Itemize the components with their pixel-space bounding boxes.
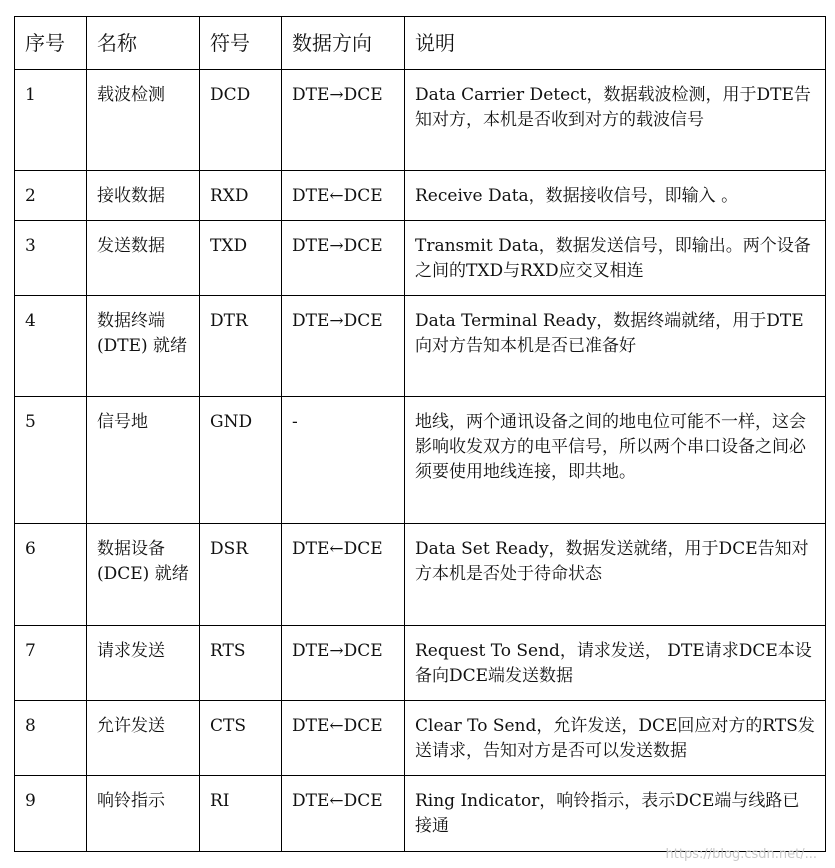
table-row	[15, 70, 826, 171]
cell-direction: DTE←DCE	[282, 701, 405, 776]
table-row	[15, 221, 826, 296]
cell-no: 7	[15, 626, 87, 701]
cell-description: Data Carrier Detect，数据载波检测，用于DTE告知对方，本机是否收到对方的载波信号	[405, 70, 826, 171]
cell-no: 2	[15, 171, 87, 221]
cell-symbol: CTS	[200, 701, 282, 776]
watermark: https://blog.csdn.net/...	[665, 847, 817, 862]
table-row	[15, 171, 826, 221]
cell-name: 发送数据	[87, 221, 200, 296]
cell-description: 地线，两个通讯设备之间的地电位可能不一样，这会影响收发双方的电平信号，所以两个串口设备之间必须要使用地线连接，即共地。	[405, 397, 826, 524]
cell-symbol: TXD	[200, 221, 282, 296]
cell-description: Transmit Data，数据发送信号，即输出。两个设备之间的TXD与RXD应交叉相连	[405, 221, 826, 296]
cell-description: Data Terminal Ready，数据终端就绪，用于DTE向对方告知本机是否已准备好	[405, 296, 826, 397]
cell-name: 请求发送	[87, 626, 200, 701]
table-row	[15, 626, 826, 701]
cell-description: Clear To Send，允许发送，DCE回应对方的RTS发送请求，告知对方是否可以发送数据	[405, 701, 826, 776]
cell-name: 载波检测	[87, 70, 200, 171]
header-description: 说明	[405, 17, 826, 70]
cell-description: Data Set Ready，数据发送就绪，用于DCE告知对方本机是否处于待命状态	[405, 524, 826, 626]
cell-name: 接收数据	[87, 171, 200, 221]
cell-name: 信号地	[87, 397, 200, 524]
signal-table	[14, 16, 826, 852]
cell-name: 响铃指示	[87, 776, 200, 852]
cell-name: 数据设备(DCE) 就绪	[87, 524, 200, 626]
cell-direction: DTE←DCE	[282, 776, 405, 852]
cell-no: 5	[15, 397, 87, 524]
cell-direction: DTE←DCE	[282, 524, 405, 626]
header-name: 名称	[87, 17, 200, 70]
cell-description: Receive Data，数据接收信号，即输入 。	[405, 171, 826, 221]
cell-symbol: DSR	[200, 524, 282, 626]
cell-symbol: DCD	[200, 70, 282, 171]
cell-no: 9	[15, 776, 87, 852]
cell-no: 6	[15, 524, 87, 626]
header-symbol: 符号	[200, 17, 282, 70]
cell-direction: DTE→DCE	[282, 70, 405, 171]
cell-no: 3	[15, 221, 87, 296]
table-row	[15, 701, 826, 776]
cell-no: 8	[15, 701, 87, 776]
header-direction: 数据方向	[282, 17, 405, 70]
cell-no: 1	[15, 70, 87, 171]
table-row	[15, 776, 826, 852]
cell-direction: -	[282, 397, 405, 524]
cell-symbol: DTR	[200, 296, 282, 397]
cell-direction: DTE←DCE	[282, 171, 405, 221]
header-no: 序号	[15, 17, 87, 70]
cell-symbol: RXD	[200, 171, 282, 221]
cell-direction: DTE→DCE	[282, 626, 405, 701]
cell-symbol: RTS	[200, 626, 282, 701]
table-row	[15, 524, 826, 626]
cell-description: Ring Indicator，响铃指示，表示DCE端与线路已接通	[405, 776, 826, 852]
cell-name: 数据终端(DTE) 就绪	[87, 296, 200, 397]
table-header-row	[15, 17, 826, 70]
table-row	[15, 296, 826, 397]
table-row	[15, 397, 826, 524]
cell-symbol: GND	[200, 397, 282, 524]
cell-direction: DTE→DCE	[282, 221, 405, 296]
cell-no: 4	[15, 296, 87, 397]
cell-name: 允许发送	[87, 701, 200, 776]
cell-symbol: RI	[200, 776, 282, 852]
cell-description: Request To Send，请求发送， DTE请求DCE本设备向DCE端发送数据	[405, 626, 826, 701]
cell-direction: DTE→DCE	[282, 296, 405, 397]
